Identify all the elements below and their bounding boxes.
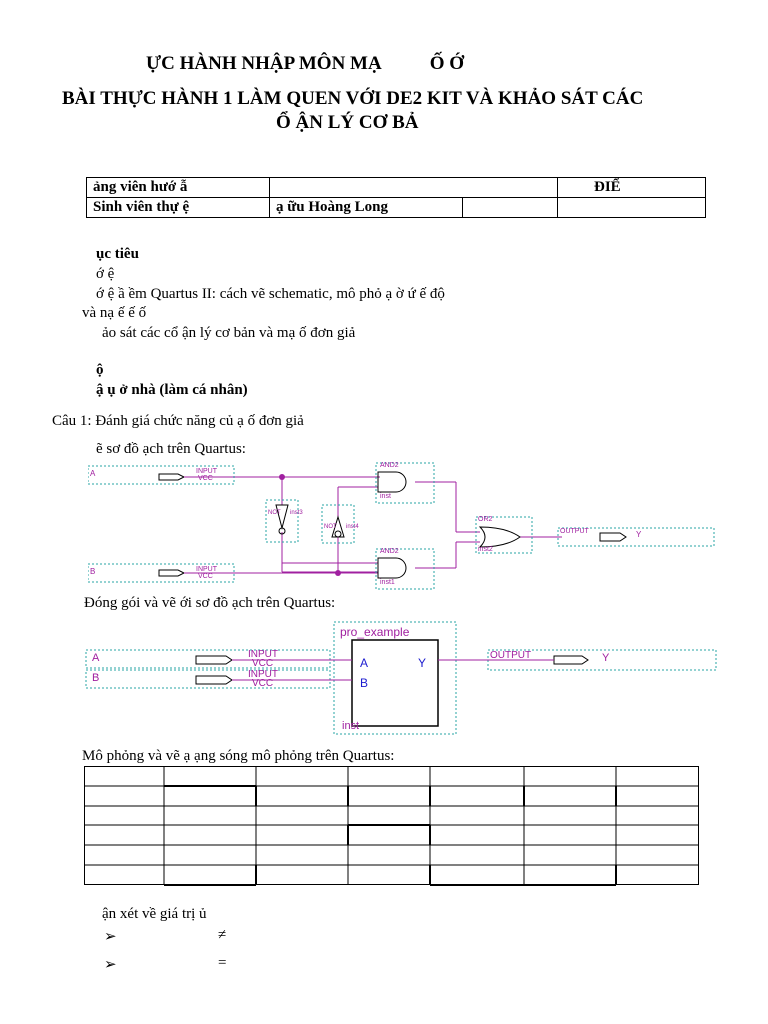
sch2-vcc-a: VCC	[252, 658, 274, 669]
header-line2: BÀI THỰC HÀNH 1 LÀM QUEN VỚI DE2 KIT VÀ KHẢO SÁT CÁC	[62, 88, 644, 109]
sch1-and-top: AND2	[380, 462, 399, 469]
waveform-grid	[84, 766, 700, 888]
score-value	[558, 198, 706, 218]
schematic-1	[88, 460, 718, 590]
sch2-in-b: B	[92, 672, 100, 684]
sch2-inst: inst	[342, 720, 360, 732]
score-label: ĐIỂ	[558, 178, 706, 198]
sch2-in-a: A	[92, 652, 100, 664]
schematic-1-wires	[88, 460, 718, 590]
homework-heading: ậ ụ ở nhà (làm cá nhân)	[96, 382, 248, 398]
sch2-out-y: Y	[602, 652, 610, 664]
info-table	[86, 177, 706, 218]
sch2-input-a: INPUT	[248, 649, 278, 660]
sch1-not1: NOT	[268, 510, 281, 516]
sch1-vcc-a: VCC	[198, 475, 213, 482]
simulation-label: Mô phỏng và vẽ ạ ạng sóng mô phỏng trên Quartus:	[82, 748, 395, 764]
schematic-2	[84, 620, 720, 740]
equal-symbol: =	[218, 955, 227, 971]
lecturer-label: ảng viên hướ ẫ	[87, 178, 270, 198]
student-label: Sinh viên thự ệ	[87, 198, 270, 218]
header-line3: Ổ ẬN LÝ CƠ BẢ	[276, 112, 419, 133]
sch1-out-y: Y	[636, 530, 642, 539]
content-heading: ộ	[96, 362, 104, 378]
sch1-inst-not2: inst4	[346, 524, 359, 530]
objective-line1: ớ ệ	[96, 266, 115, 282]
sch1-inst-or: inst2	[478, 546, 493, 553]
objective-line4: ảo sát các cổ ận lý cơ bản và mạ ố đơn giả	[102, 325, 356, 341]
not-equal-symbol: ≠	[218, 927, 227, 943]
sch2-block-name: pro_example	[340, 625, 410, 639]
question-1: Câu 1: Đánh giá chức năng củ ạ ố đơn giả	[52, 413, 304, 429]
remarks-heading: ận xét về giá trị ủ	[102, 906, 207, 922]
sch1-output: OUTPUT	[560, 528, 589, 535]
sch1-input-a: INPUT	[196, 468, 217, 475]
package-label: Đóng gói và vẽ ới sơ đồ ạch trên Quartus:	[84, 595, 336, 611]
sch1-input-b: INPUT	[196, 566, 217, 573]
sch1-vcc-b: VCC	[198, 573, 213, 580]
sch1-and-bot: AND2	[380, 548, 399, 555]
lecturer-value	[270, 178, 558, 198]
sch2-input-b: INPUT	[248, 669, 278, 680]
sch1-inst-not1: inst3	[290, 510, 303, 516]
sch2-port-y: Y	[418, 656, 427, 670]
objective-line3: và nạ ế ế ố	[82, 305, 147, 321]
draw-schematic-label: ẽ sơ đồ ạch trên Quartus:	[96, 441, 246, 457]
sch1-in-a: A	[90, 469, 96, 478]
student-id	[463, 198, 558, 218]
sch1-inst-top: inst	[380, 493, 391, 500]
objective-heading: ục tiêu	[96, 246, 139, 262]
header-line1: ỰC HÀNH NHẬP MÔN MẠ Ố Ớ	[146, 53, 465, 74]
sch2-output: OUTPUT	[490, 650, 532, 661]
arrow-bullet-icon: ➢	[104, 929, 117, 945]
sch2-vcc-b: VCC	[252, 678, 274, 689]
sch2-port-b: B	[360, 676, 369, 690]
sch1-not2: NOT	[324, 524, 337, 530]
sch1-in-b: B	[90, 567, 96, 576]
arrow-bullet-icon: ➢	[104, 957, 117, 973]
sch2-port-a: A	[360, 656, 369, 670]
bullet-1	[104, 927, 227, 946]
objective-line2: ớ ệ ầ ềm Quartus II: cách vẽ schematic, mô phỏ ạ ờ ứ ế độ	[96, 286, 445, 302]
student-name: ạ ữu Hoàng Long	[270, 198, 463, 218]
sch1-inst-bot: inst1	[380, 579, 395, 586]
sch1-or: OR2	[478, 516, 493, 523]
bullet-2	[104, 955, 227, 974]
